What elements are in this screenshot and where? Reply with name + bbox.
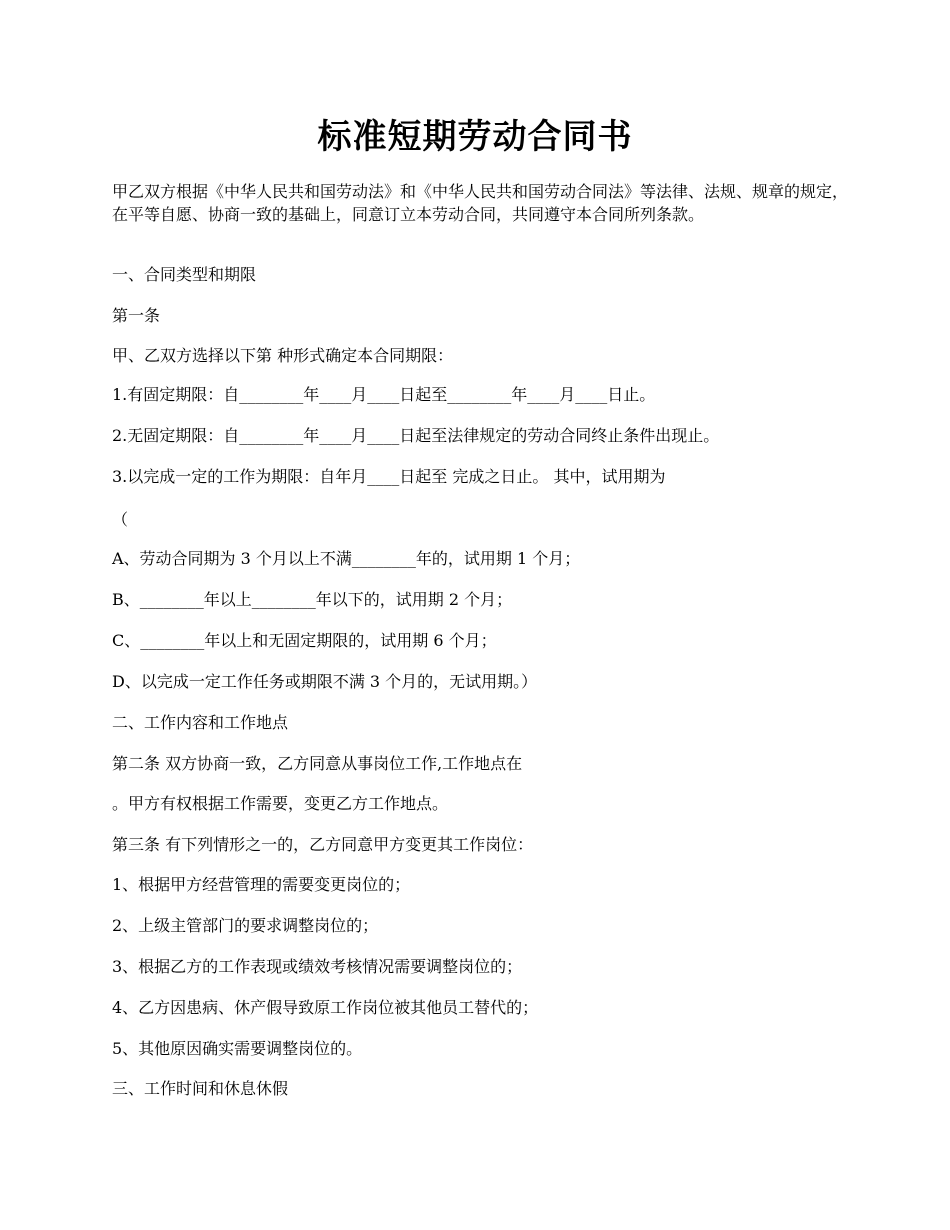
paragraph: 甲、乙双方选择以下第 种形式确定本合同期限： xyxy=(112,346,454,365)
paragraph: 1.有固定期限：自________年____月____日起至________年____月____日止。 xyxy=(112,385,656,404)
paragraph: 第三条 有下列情形之一的，乙方同意甲方变更其工作岗位： xyxy=(112,835,534,854)
paragraph: C、________年以上和无固定期限的，试用期 6 个月； xyxy=(112,631,497,650)
section-heading-1: 一、合同类型和期限 xyxy=(112,265,257,284)
paragraph: D、以完成一定工作任务或期限不满 3 个月的，无试用期。） xyxy=(112,672,538,691)
paragraph: A、劳动合同期为 3 个月以上不满________年的，试用期 1 个月； xyxy=(112,549,581,568)
article-1-heading: 第一条 xyxy=(112,306,161,325)
paragraph: B、________年以上________年以下的，试用期 2 个月； xyxy=(112,590,513,609)
document-title: 标准短期劳动合同书 xyxy=(317,117,633,157)
paragraph: 2.无固定期限：自________年____月____日起至法律规定的劳动合同终止条件出现止。 xyxy=(112,426,720,445)
list-item: 1、根据甲方经营管理的需要变更岗位的； xyxy=(112,875,411,894)
paragraph: 3.以完成一定的工作为期限：自年月____日起至 完成之日止。 其中，试用期为 xyxy=(112,467,666,486)
list-item: 4、乙方因患病、休产假导致原工作岗位被其他员工替代的； xyxy=(112,998,539,1017)
list-item: 2、上级主管部门的要求调整岗位的； xyxy=(112,916,379,935)
list-item: 3、根据乙方的工作表现或绩效考核情况需要调整岗位的； xyxy=(112,957,523,976)
section-heading-2: 二、工作内容和工作地点 xyxy=(112,713,289,732)
section-heading-3: 三、工作时间和休息休假 xyxy=(112,1079,289,1098)
paragraph: （ xyxy=(112,510,129,529)
paragraph: 。甲方有权根据工作需要，变更乙方工作地点。 xyxy=(112,794,449,813)
intro-paragraph: 甲乙双方根据《中华人民共和国劳动法》和《中华人民共和国劳动合同法》等法律、法规、规章的规定，在平等自愿、协商一致的基础上，同意订立本劳动合同，共同遵守本合同所列条款。 xyxy=(112,182,849,224)
paragraph: 第二条 双方协商一致，乙方同意从事岗位工作,工作地点在 xyxy=(112,754,523,773)
list-item: 5、其他原因确实需要调整岗位的。 xyxy=(112,1039,363,1058)
